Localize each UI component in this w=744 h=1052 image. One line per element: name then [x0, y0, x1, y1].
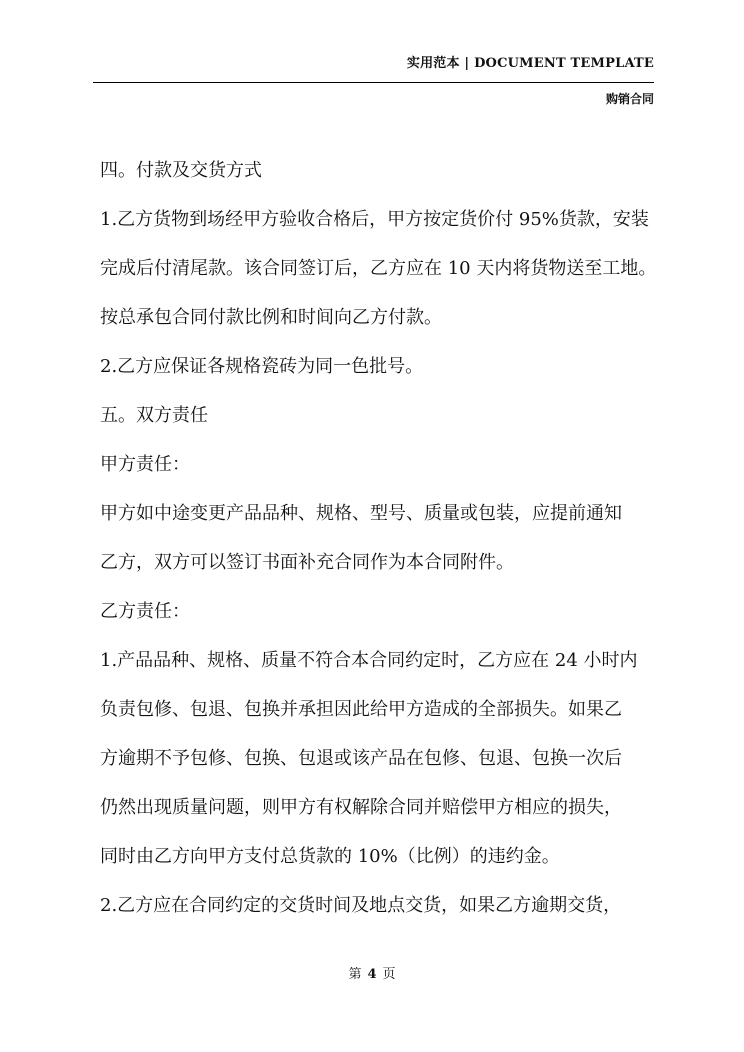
text-line: 按总承包合同付款比例和时间向乙方付款。: [100, 307, 442, 328]
text-line: 五。双方责任: [100, 405, 208, 426]
text-line: 1.产品品种、规格、质量不符合本合同约定时，乙方应在 24 小时内: [100, 650, 638, 671]
text-line: 负责包修、包退、包换并承担因此给甲方造成的全部损失。如果乙: [100, 699, 622, 720]
text-line: 甲方如中途变更产品品种、规格、型号、质量或包装，应提前通知: [100, 503, 622, 524]
text-line: 甲方责任：: [100, 454, 190, 475]
page-header: [93, 50, 654, 110]
page-number: 4: [367, 967, 377, 982]
page-number-prefix: 第: [348, 967, 362, 982]
header-title: 实用范本 | DOCUMENT TEMPLATE: [406, 56, 654, 71]
text-line: 四。付款及交货方式: [100, 160, 262, 181]
text-line: 1.乙方货物到场经甲方验收合格后，甲方按定货价付 95%货款，安装: [100, 209, 649, 230]
text-line: 乙方责任：: [100, 601, 190, 622]
text-line: 完成后付清尾款。该合同签订后，乙方应在 10 天内将货物送至工地。: [100, 258, 656, 279]
text-line: 2.乙方应在合同约定的交货时间及地点交货，如果乙方逾期交货，: [100, 895, 622, 916]
document-body: [100, 146, 656, 930]
header-divider: [93, 82, 654, 83]
text-line: 2.乙方应保证各规格瓷砖为同一色批号。: [100, 356, 424, 377]
header-subtitle: 购销合同: [605, 92, 654, 106]
page-number-suffix: 页: [382, 967, 396, 982]
text-line: 方逾期不予包修、包换、包退或该产品在包修、包退、包换一次后: [100, 748, 622, 769]
page-footer: [0, 963, 744, 982]
text-line: 同时由乙方向甲方支付总货款的 10%（比例）的违约金。: [100, 846, 560, 867]
text-line: 仍然出现质量问题，则甲方有权解除合同并赔偿甲方相应的损失，: [100, 797, 622, 818]
text-line: 乙方，双方可以签订书面补充合同作为本合同附件。: [100, 552, 514, 573]
